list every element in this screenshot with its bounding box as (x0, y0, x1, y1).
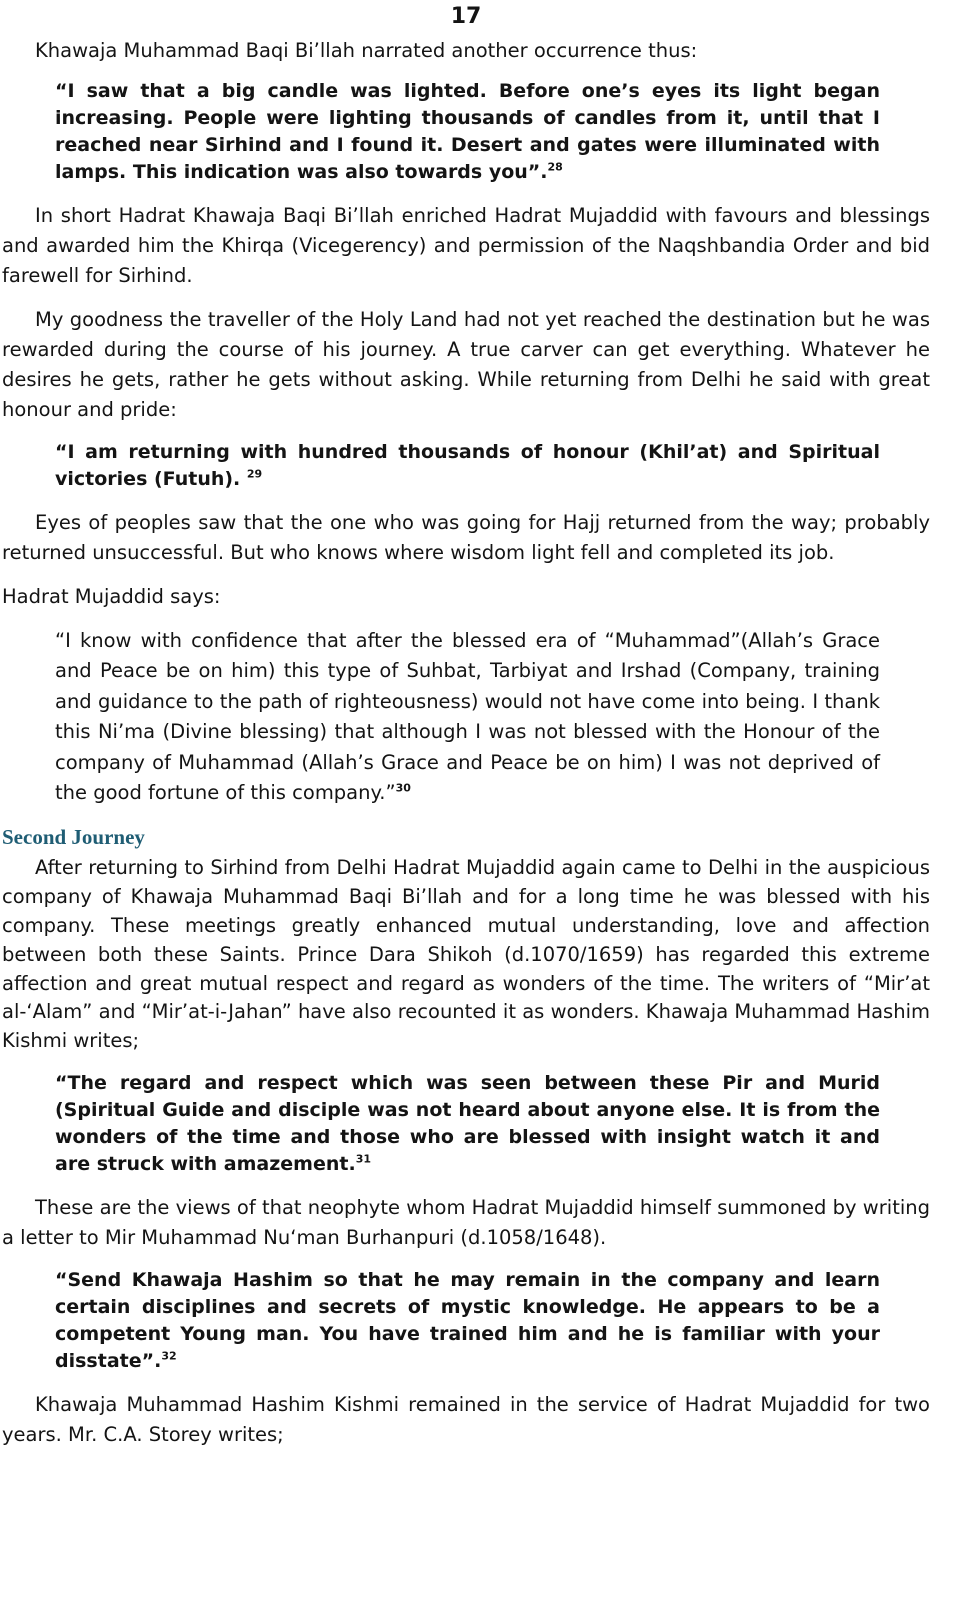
quote-text: “Send Khawaja Hashim so that he may remain in the company and learn certain disciplines and secrets of mystic knowledge. He appears to be a competent Young man. You have trained him and he is familiar with your disstate”. (55, 1269, 880, 1373)
quote-confidence (55, 626, 880, 808)
quote-text: “The regard and respect which was seen between these Pir and Murid (Spiritual Guide and disciple was not heard about anyone else. It is from the wonders of the time and those who are blessed with insight watch it and are struck with amazement. (55, 1072, 880, 1176)
paragraph-storey: Khawaja Muhammad Hashim Kishmi remained in the service of Hadrat Mujaddid for two years. Mr. C.A. Storey writes; (2, 1393, 930, 1447)
paragraph-hajj: Eyes of peoples saw that the one who was going for Hajj returned from the way; probably returned unsuccessful. But who knows where wisdom light fell and completed its job. (2, 511, 930, 564)
section-heading: Second Journey (2, 825, 145, 850)
footnote-marker: 29 (246, 467, 263, 481)
paragraph-second-journey: After returning to Sirhind from Delhi Hadrat Mujaddid again came to Delhi in the auspicious company of Khawaja Muhammad Baqi Bi’llah and for a long time he was blessed with his company. These meetings greatly enhanced mutual understanding, love and affection between both these Saints. Prince Dara Shikoh (d.1070/1659) has regarded this extreme affection and great mutual respect and regard as wonders of the time. The writers of “Mir’at al-‘Alam” and “Mir’at-i-Jahan” have also recounted it as wonders. Khawaja Muhammad Hashim Kishmi writes; (2, 856, 930, 1053)
paragraph-traveller: My goodness the traveller of the Holy Land had not yet reached the destination but he was rewarded during the course of his journey. A true carver can get everything. Whatever he desires he gets, rather he gets without asking. While returning from Delhi he said with great honour and pride: (2, 308, 930, 421)
footnote-marker: 31 (355, 1152, 371, 1166)
quote-text: “I saw that a big candle was lighted. Before one’s eyes its light began increasing. People were lighting thousands of candles from it, until that I reached near Sirhind and I found it. Desert and gates were illuminated with lamps. This indication was also towards you”. (55, 80, 880, 183)
paragraph-mujaddid-says: Hadrat Mujaddid says: (2, 585, 221, 608)
page-number: 17 (450, 4, 482, 29)
quote-candle-vision (55, 78, 880, 186)
quote-send-hashim (55, 1267, 880, 1375)
footnote-marker: 32 (161, 1349, 177, 1363)
quote-returning-honour (55, 439, 880, 493)
quote-text: “I am returning with hundred thousands of honour (Khil’at) and Spiritual victories (Futuh). (55, 441, 880, 490)
quote-text: “I know with confidence that after the blessed era of “Muhammad”(Allah’s Grace and Peace be on him) this type of Suhbat, Tarbiyat and Irshad (Company, training and guidance to the path of righteousness) would not have come into being. I thank this Ni’ma (Divine blessing) that although I was not blessed with the Honour of the company of Muhammad (Allah’s Grace and Peace be on him) I was not deprived of the good fortune of this company.” (55, 629, 880, 805)
paragraph-khirqa: In short Hadrat Khawaja Baqi Bi’llah enriched Hadrat Mujaddid with favours and blessings and awarded him the Khirqa (Vicegerency) and permission of the Naqshbandia Order and bid farewell for Sirhind. (2, 204, 930, 287)
paragraph-intro-narration: Khawaja Muhammad Baqi Bi’llah narrated another occurrence thus: (35, 39, 698, 62)
footnote-marker: 30 (395, 781, 411, 795)
quote-pir-murid (55, 1070, 880, 1178)
footnote-marker: 28 (547, 160, 563, 174)
paragraph-neophyte: These are the views of that neophyte whom Hadrat Mujaddid himself summoned by writing a letter to Mir Muhammad Nu‘man Burhanpuri (d.1058/1648). (2, 1196, 930, 1250)
